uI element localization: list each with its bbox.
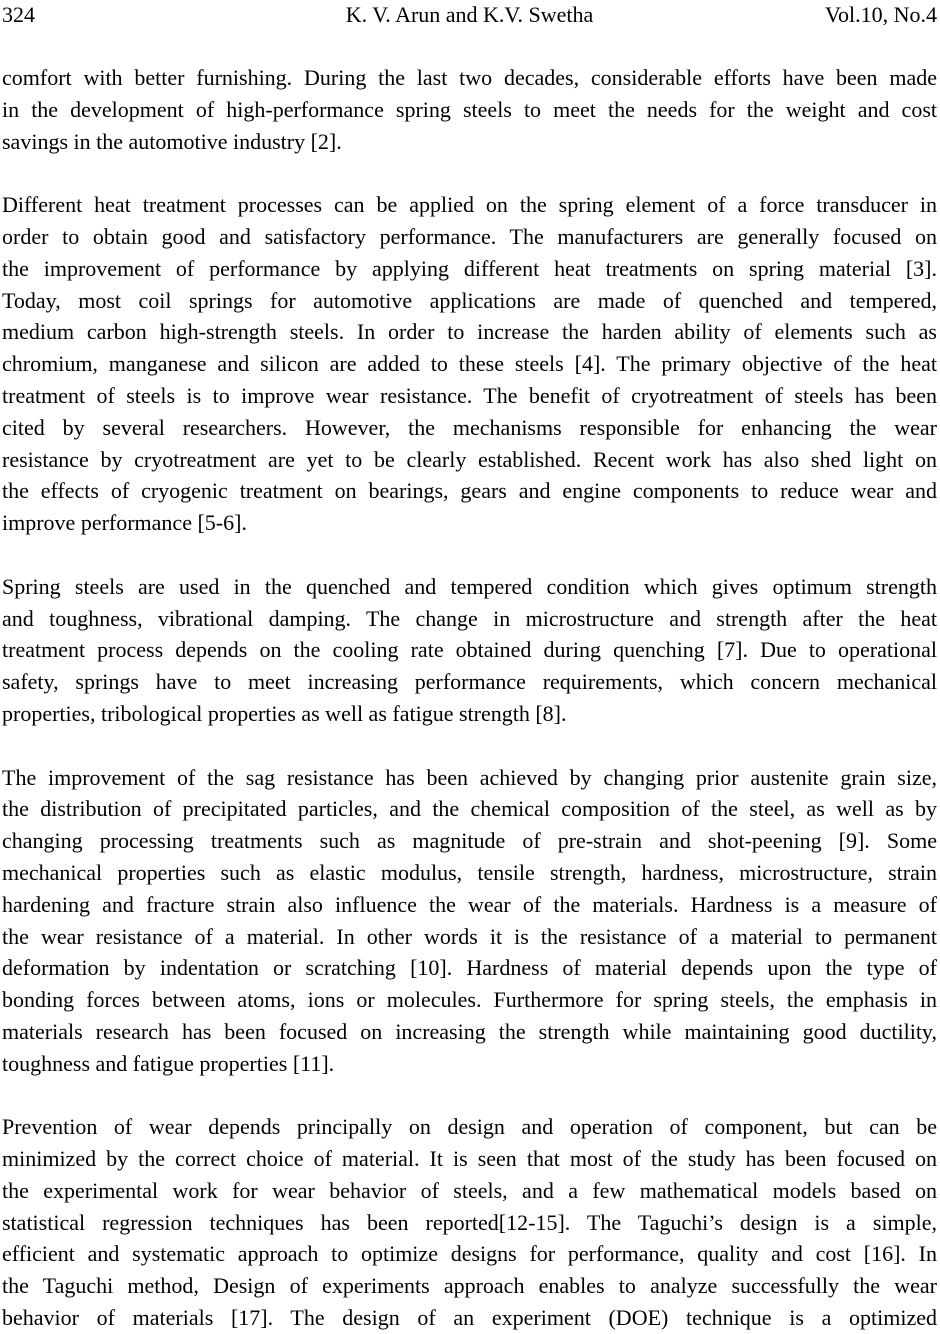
- text-line: The improvement of the sag resistance has been achieved by changing prior austenite grain size,: [2, 764, 937, 790]
- text-line: Spring steels are used in the quenched and tempered condition which gives optimum strength: [2, 573, 937, 599]
- text-line: comfort with better furnishing. During the last two decades, considerable efforts have been made: [2, 65, 937, 90]
- text-line: bonding forces between atoms, ions or molecules. Furthermore for spring steels, the emphasis in: [2, 987, 937, 1013]
- text-line: treatment process depends on the cooling rate obtained during quenching [7]. Due to operational: [2, 637, 937, 663]
- text-line: treatment of steels is to improve wear resistance. The benefit of cryotreatment of steels has been: [2, 382, 937, 408]
- paragraph: [2, 1111, 937, 1334]
- page-header: [2, 2, 937, 28]
- paragraph: [2, 762, 937, 1080]
- text-line: the experimental work for wear behavior of steels, and a few mathematical models based on: [2, 1177, 937, 1203]
- paragraph: [2, 571, 937, 730]
- text-line: improve performance [5-6].: [2, 510, 247, 536]
- text-line: chromium, manganese and silicon are added to these steels [4]. The primary objective of the heat: [2, 351, 937, 377]
- text-line: cited by several researchers. However, the mechanisms responsible for enhancing the wear: [2, 414, 937, 440]
- paragraph: [2, 62, 937, 157]
- text-line: and toughness, vibrational damping. The change in microstructure and strength after the heat: [2, 605, 937, 631]
- text-line: medium carbon high-strength steels. In order to increase the harden ability of elements such as: [2, 319, 937, 345]
- text-line: deformation by indentation or scratching [10]. Hardness of material depends upon the type of: [2, 955, 937, 981]
- text-line: safety, springs have to meet increasing performance requirements, which concern mechanical: [2, 669, 937, 695]
- text-line: the Taguchi method, Design of experiments approach enables to analyze successfully the wear: [2, 1273, 937, 1299]
- text-line: efficient and systematic approach to optimize designs for performance, quality and cost [16]. In: [2, 1241, 937, 1267]
- text-line: Different heat treatment processes can be applied on the spring element of a force transducer in: [2, 192, 937, 218]
- text-line: savings in the automotive industry [2].: [2, 128, 342, 154]
- page-number: 324: [2, 2, 35, 27]
- running-head-authors: K. V. Arun and K.V. Swetha: [345, 2, 594, 27]
- text-line: Today, most coil springs for automotive applications are made of quenched and tempered,: [2, 287, 937, 313]
- text-line: resistance by cryotreatment are yet to be clearly established. Recent work has also shed light on: [2, 446, 937, 472]
- text-line: order to obtain good and satisfactory performance. The manufacturers are generally focused on: [2, 223, 937, 249]
- text-line: the distribution of precipitated particles, and the chemical composition of the steel, as well as by: [2, 796, 937, 822]
- text-line: toughness and fatigue properties [11].: [2, 1050, 335, 1076]
- text-line: behavior of materials [17]. The design of an experiment (DOE) technique is a optimized: [2, 1305, 937, 1331]
- text-line: the wear resistance of a material. In other words it is the resistance of a material to permanent: [2, 923, 937, 949]
- text-line: mechanical properties such as elastic modulus, tensile strength, hardness, microstructure, strain: [2, 859, 937, 885]
- text-line: hardening and fracture strain also influence the wear of the materials. Hardness is a measure of: [2, 891, 937, 917]
- text-line: changing processing treatments such as magnitude of pre-strain and shot-peening [9]. Some: [2, 828, 937, 854]
- text-line: Prevention of wear depends principally on design and operation of component, but can be: [2, 1114, 937, 1140]
- text-line: the improvement of performance by applying different heat treatments on spring material [3].: [2, 255, 937, 281]
- page-body: [2, 62, 937, 1334]
- paragraph: [2, 189, 937, 539]
- text-line: statistical regression techniques has been reported[12-15]. The Taguchi’s design is a simple,: [2, 1209, 937, 1235]
- volume-issue: Vol.10, No.4: [824, 2, 937, 27]
- text-line: properties, tribological properties as well as fatigue strength [8].: [2, 700, 567, 726]
- text-line: minimized by the correct choice of material. It is seen that most of the study has been focused on: [2, 1146, 937, 1172]
- text-line: the effects of cryogenic treatment on bearings, gears and engine components to reduce wear and: [2, 478, 937, 504]
- text-line: in the development of high-performance spring steels to meet the needs for the weight and cost: [2, 96, 937, 122]
- text-line: materials research has been focused on increasing the strength while maintaining good ductility,: [2, 1018, 937, 1044]
